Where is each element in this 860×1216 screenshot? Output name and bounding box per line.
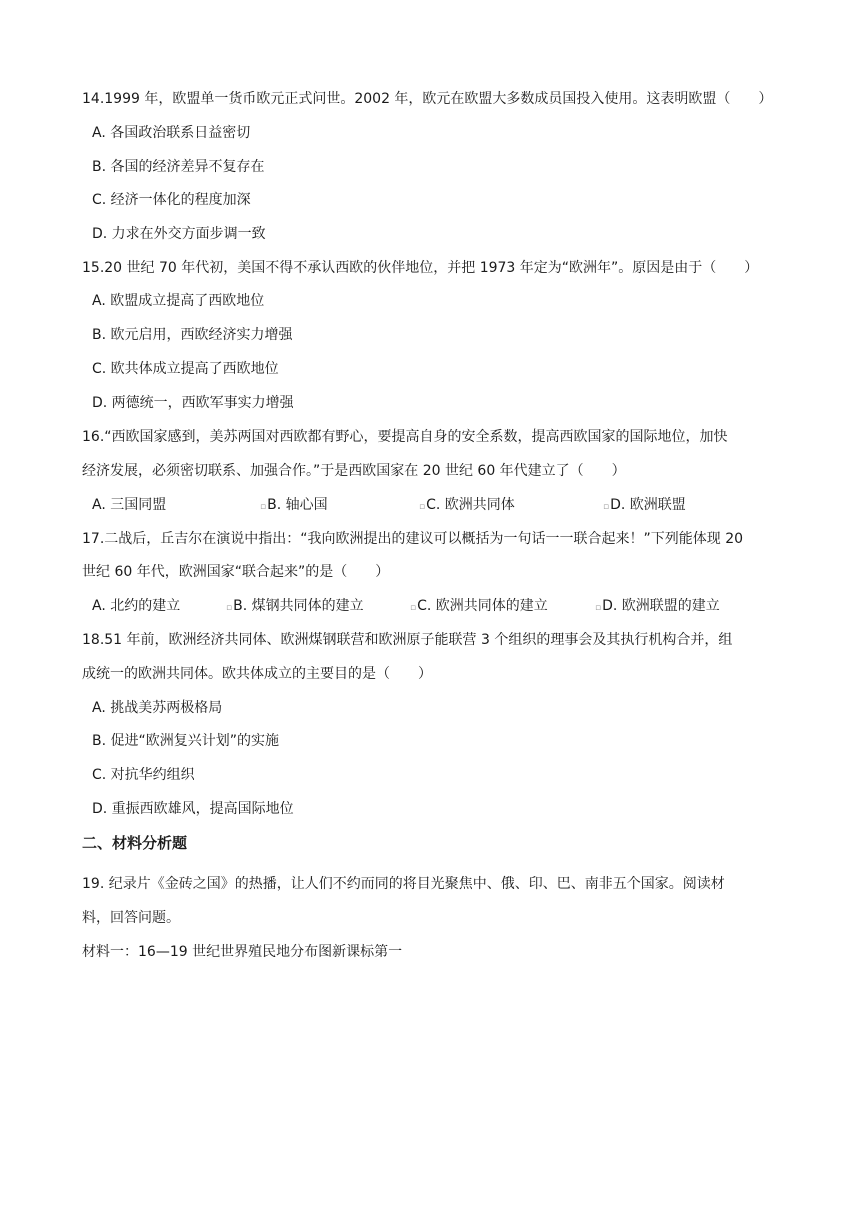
question-17-option-b: B. 煤钢共同体的建立 <box>233 598 364 614</box>
question-16-option-d-wrap <box>603 495 686 517</box>
material-one-caption: 材料一：16—19 世纪世界殖民地分布图新课标第一 <box>82 944 403 960</box>
question-19-stem-line-1: 19. 纪录片《金砖之国》的热播，让人们不约而同的将目光聚焦中、俄、印、巴、南非五个国家。阅读材 <box>82 876 725 892</box>
question-14-stem: 14.1999 年，欧盟单一货币欧元正式问世。2002 年，欧元在欧盟大多数成员国投入使用。这表明欧盟（ ） <box>82 91 773 107</box>
question-14-option-b: B. 各国的经济差异不复存在 <box>92 159 265 175</box>
question-17-option-b-wrap <box>226 596 364 618</box>
question-16-option-c-wrap <box>419 495 515 517</box>
question-17-option-c-wrap <box>410 596 548 618</box>
question-15-option-b: B. 欧元启用，西欧经济实力增强 <box>92 327 293 343</box>
question-18-stem-line-1: 18.51 年前，欧洲经济共同体、欧洲煤钢联营和欧洲原子能联营 3 个组织的理事会及其执行机构合并，组 <box>82 632 733 648</box>
question-19-stem-line-2: 料，回答问题。 <box>82 910 180 926</box>
option-marker-icon: ▫ <box>419 502 426 512</box>
option-marker-icon: ▫ <box>260 502 267 512</box>
question-17-stem-line-1: 17.二战后，丘吉尔在演说中指出：“我向欧洲提出的建议可以概括为一句话一一联合起来！”下列能体现 20 <box>82 531 744 547</box>
question-16-option-d: D. 欧洲联盟 <box>610 497 686 513</box>
option-marker-icon: ▫ <box>603 502 610 512</box>
question-16-stem-line-2: 经济发展，必须密切联系、加强合作。”于是西欧国家在 20 世纪 60 年代建立了（ ） <box>82 463 626 479</box>
question-17-option-c: C. 欧洲共同体的建立 <box>417 598 548 614</box>
question-16-option-b-wrap <box>260 495 328 517</box>
question-18-option-c: C. 对抗华约组织 <box>92 767 195 783</box>
option-marker-icon: ▫ <box>410 603 417 613</box>
question-18-option-b: B. 促进“欧洲复兴计划”的实施 <box>92 733 280 749</box>
question-16-option-a: A. 三国同盟 <box>92 497 167 513</box>
question-17-option-d: D. 欧洲联盟的建立 <box>602 598 720 614</box>
question-16-option-b: B. 轴心国 <box>267 497 328 513</box>
question-15-stem: 15.20 世纪 70 年代初，美国不得不承认西欧的伙伴地位，并把 1973 年定为“欧洲年”。原因是由于（ ） <box>82 260 759 276</box>
question-16-stem-line-1: 16.“西欧国家感到，美苏两国对西欧都有野心，要提高自身的安全系数，提高西欧国家的国际地位，加快 <box>82 429 728 445</box>
option-marker-icon: ▫ <box>226 603 233 613</box>
question-14-option-a: A. 各国政治联系日益密切 <box>92 125 251 141</box>
question-14-option-c: C. 经济一体化的程度加深 <box>92 192 251 208</box>
question-15-option-a: A. 欧盟成立提高了西欧地位 <box>92 293 265 309</box>
question-17-option-d-wrap <box>595 596 720 618</box>
question-15-option-c: C. 欧共体成立提高了西欧地位 <box>92 361 279 377</box>
option-marker-icon: ▫ <box>595 603 602 613</box>
question-14-option-d: D. 力求在外交方面步调一致 <box>92 226 266 242</box>
question-17-option-a: A. 北约的建立 <box>92 598 181 614</box>
question-16-option-c: C. 欧洲共同体 <box>426 497 515 513</box>
question-18-stem-line-2: 成统一的欧洲共同体。欧共体成立的主要目的是（ ） <box>82 666 432 682</box>
question-18-option-a: A. 挑战美苏两极格局 <box>92 700 223 716</box>
question-18-option-d: D. 重振西欧雄风，提高国际地位 <box>92 801 294 817</box>
question-15-option-d: D. 两德统一，西欧军事实力增强 <box>92 395 294 411</box>
question-17-stem-line-2: 世纪 60 年代，欧洲国家“联合起来”的是（ ） <box>82 564 390 580</box>
section-heading: 二、材料分析题 <box>82 834 188 852</box>
